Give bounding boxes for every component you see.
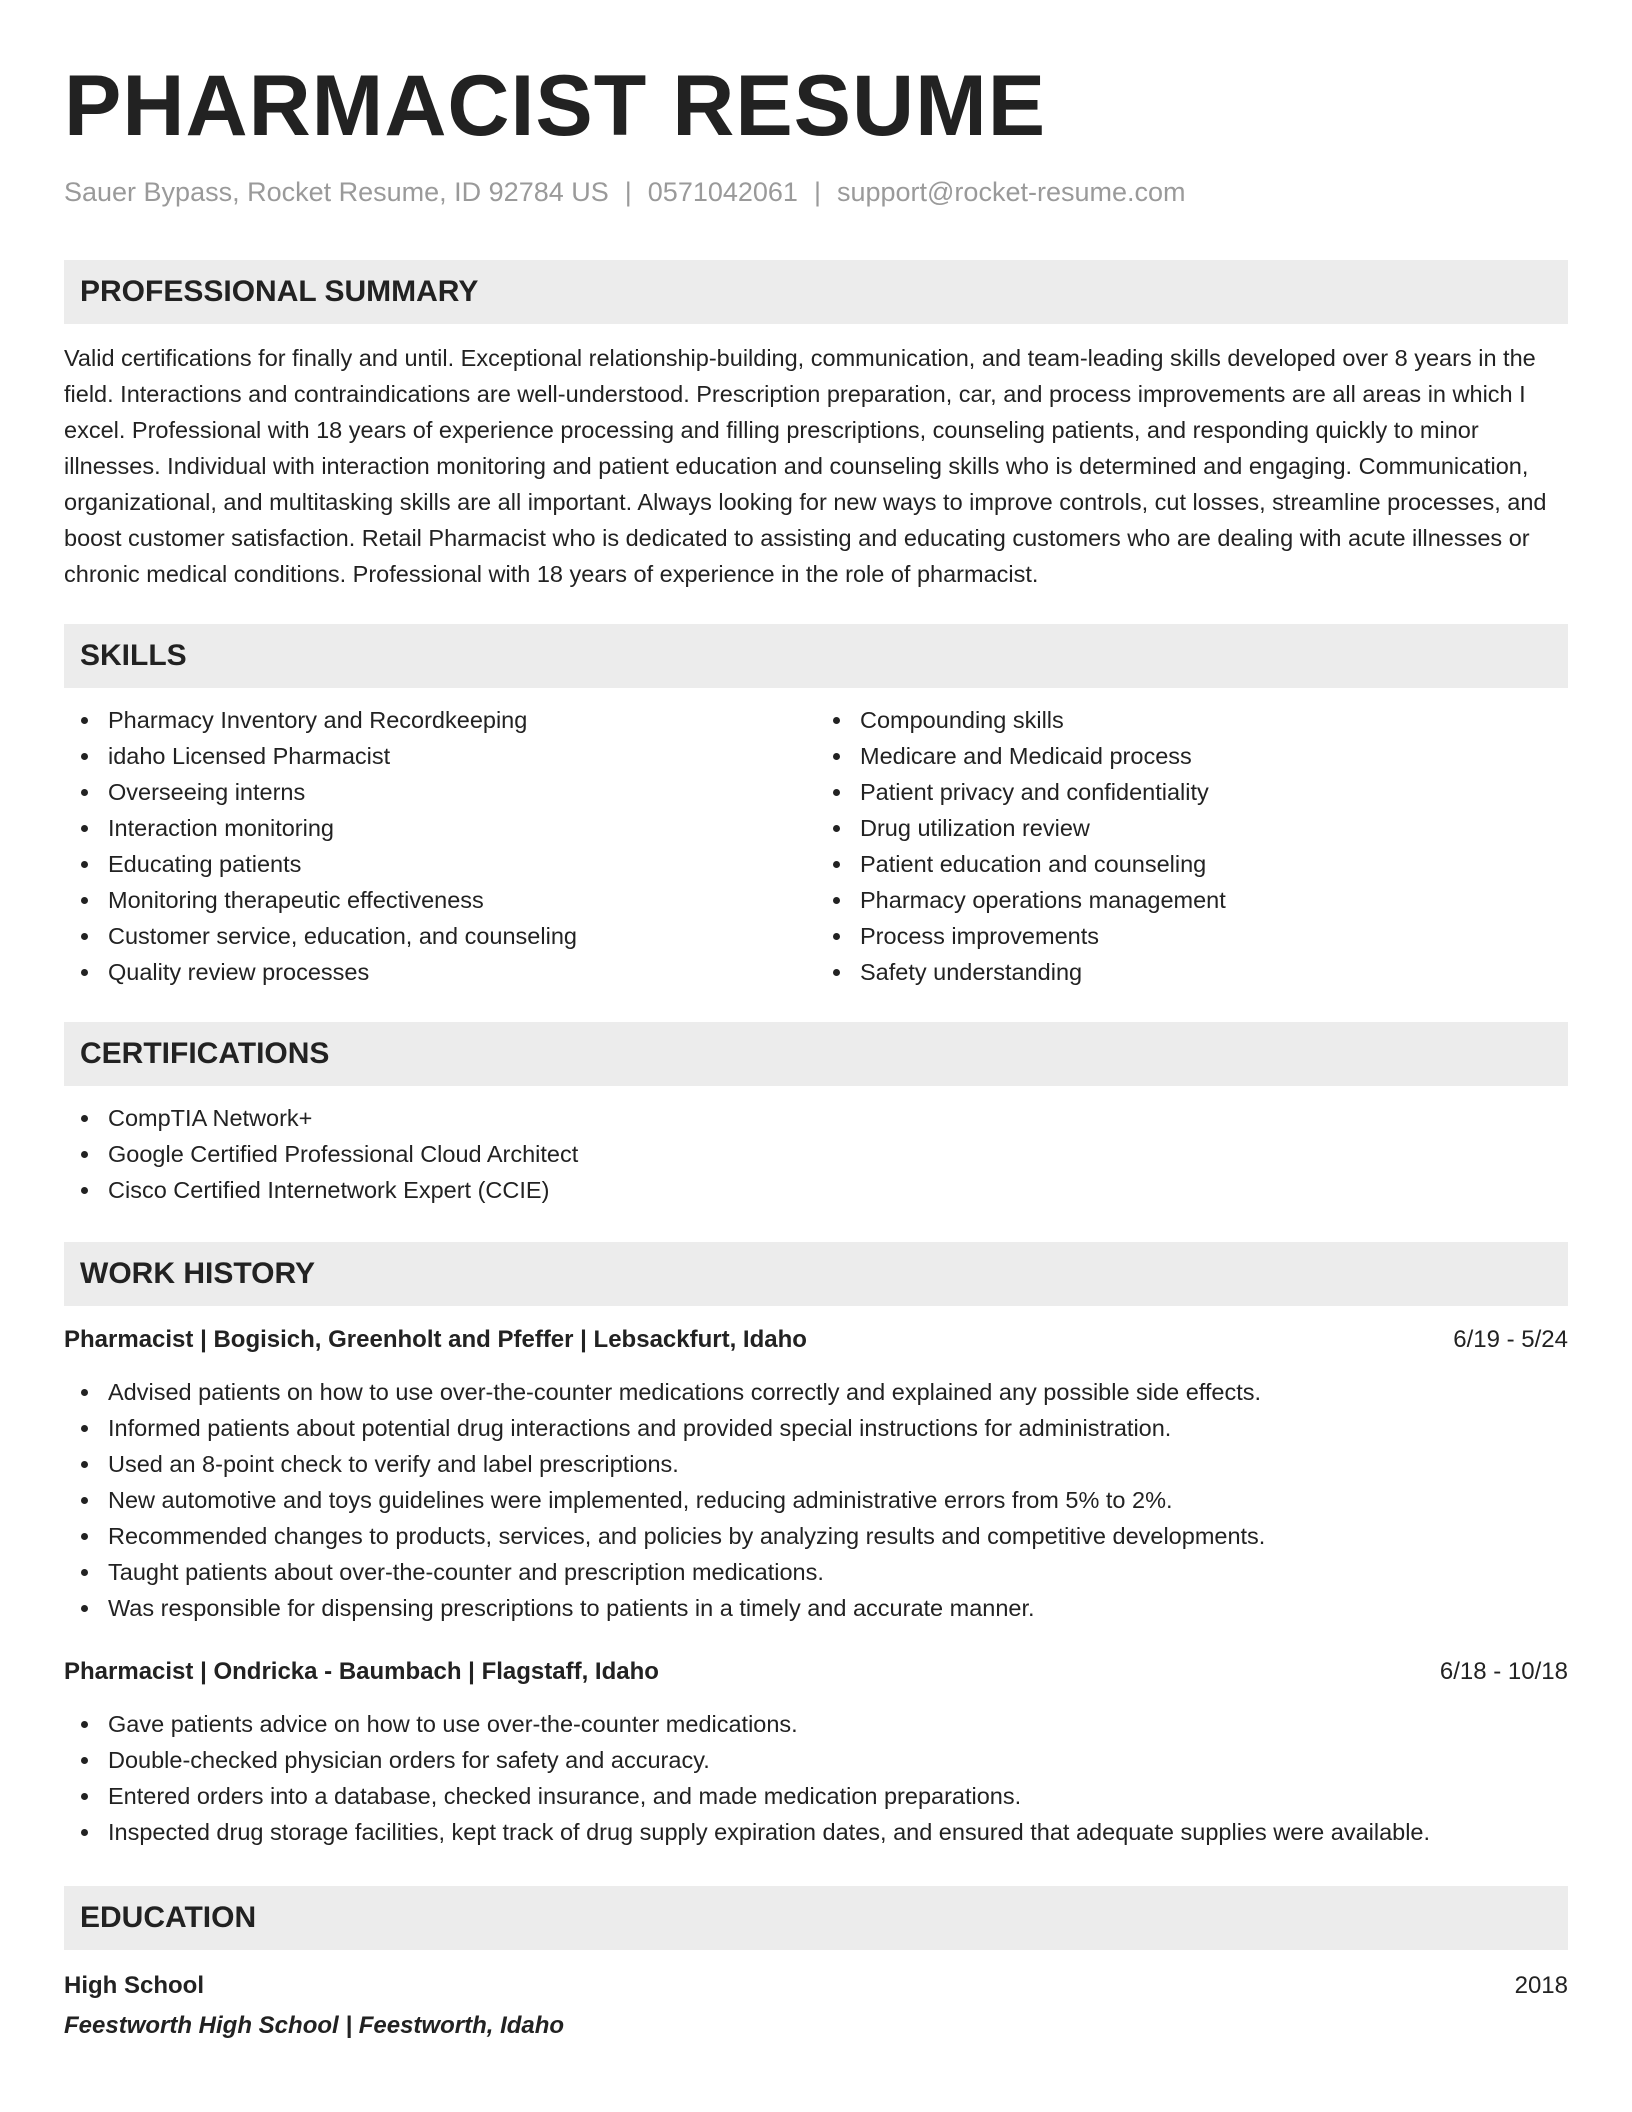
job-dates: 6/18 - 10/18 xyxy=(1439,1658,1568,1685)
job-header xyxy=(64,1322,1568,1358)
education-section xyxy=(64,1886,1568,2044)
skill-item: Patient privacy and confidentiality xyxy=(816,774,1568,810)
contact-address: Sauer Bypass, Rocket Resume, ID 92784 US xyxy=(64,177,609,207)
job-duty: Used an 8-point check to verify and label prescriptions. xyxy=(64,1446,1568,1482)
certification-item: CompTIA Network+ xyxy=(64,1100,1568,1136)
job-duty: New automotive and toys guidelines were implemented, reducing administrative errors from 5% to 2%. xyxy=(64,1482,1568,1518)
job-title: Pharmacist | Ondricka - Baumbach | Flagstaff, Idaho xyxy=(64,1658,659,1685)
skill-item: Quality review processes xyxy=(64,954,816,990)
job-duty: Recommended changes to products, services, and policies by analyzing results and competitive developments. xyxy=(64,1518,1568,1554)
skill-item: Process improvements xyxy=(816,918,1568,954)
job-duty: Informed patients about potential drug interactions and provided special instructions for administration. xyxy=(64,1410,1568,1446)
skills-list-left xyxy=(64,702,816,990)
skills-heading: SKILLS xyxy=(64,624,1568,688)
skill-item: Customer service, education, and counseling xyxy=(64,918,816,954)
job-entry xyxy=(64,1654,1568,1850)
education-school: Feestworth High School | Feestworth, Idaho xyxy=(64,2012,565,2039)
job-duty: Double-checked physician orders for safety and accuracy. xyxy=(64,1742,1568,1778)
skills-list-right xyxy=(816,702,1568,990)
contact-email: support@rocket-resume.com xyxy=(836,177,1186,207)
skill-item: Monitoring therapeutic effectiveness xyxy=(64,882,816,918)
certifications-section xyxy=(64,1022,1568,1208)
summary-text: Valid certifications for finally and until. Exceptional relationship-building, communication, and team-leading skills developed over 8 years in the field. Interactions and contraindications are well-understood. Prescription preparation, car, and process improvements are all areas in which I excel. Professional with 18 years of experience processing and filling prescriptions, counseling patients, and responding quickly to minor illnesses. Individual with interaction monitoring and patient education and counseling skills who is determined and engaging. Communication, organizational, and multitasking skills are all important. Always looking for new ways to improve controls, cut losses, streamline processes, and boost customer satisfaction. Retail Pharmacist who is dedicated to assisting and educating customers who are dealing with acute illnesses or chronic medical conditions. Professional with 18 years of experience in the role of pharmacist. xyxy=(64,345,1547,587)
skill-item: Overseeing interns xyxy=(64,774,816,810)
job-duties-list xyxy=(64,1374,1568,1626)
certifications-heading: CERTIFICATIONS xyxy=(64,1022,1568,1086)
job-duty: Advised patients on how to use over-the-counter medications correctly and explained any possible side effects. xyxy=(64,1374,1568,1410)
skill-item: Medicare and Medicaid process xyxy=(816,738,1568,774)
education-year: 2018 xyxy=(1514,1972,1568,1999)
job-header xyxy=(64,1654,1568,1690)
education-header xyxy=(64,1968,1568,2004)
job-dates: 6/19 - 5/24 xyxy=(1453,1326,1568,1353)
skill-item: Educating patients xyxy=(64,846,816,882)
education-heading: EDUCATION xyxy=(64,1886,1568,1950)
work-history-section xyxy=(64,1242,1568,1850)
contact-line xyxy=(64,174,1568,210)
work-history-heading: WORK HISTORY xyxy=(64,1242,1568,1306)
summary-section xyxy=(64,260,1568,592)
skill-item: Drug utilization review xyxy=(816,810,1568,846)
skill-item: Interaction monitoring xyxy=(64,810,816,846)
skill-item: Pharmacy Inventory and Recordkeeping xyxy=(64,702,816,738)
skill-item: Pharmacy operations management xyxy=(816,882,1568,918)
contact-separator: | xyxy=(624,177,632,207)
job-duty: Taught patients about over-the-counter and prescription medications. xyxy=(64,1554,1568,1590)
certification-item: Cisco Certified Internetwork Expert (CCIE) xyxy=(64,1172,1568,1208)
summary-heading: PROFESSIONAL SUMMARY xyxy=(64,260,1568,324)
skill-item: Safety understanding xyxy=(816,954,1568,990)
skills-grid xyxy=(64,702,1568,990)
certification-item: Google Certified Professional Cloud Architect xyxy=(64,1136,1568,1172)
contact-phone: 0571042061 xyxy=(647,177,798,207)
job-duty: Was responsible for dispensing prescriptions to patients in a timely and accurate manner. xyxy=(64,1590,1568,1626)
skills-section xyxy=(64,624,1568,990)
certifications-list xyxy=(64,1100,1568,1208)
skill-item: Compounding skills xyxy=(816,702,1568,738)
job-entry xyxy=(64,1322,1568,1626)
job-duties-list xyxy=(64,1706,1568,1850)
job-duty: Gave patients advice on how to use over-the-counter medications. xyxy=(64,1706,1568,1742)
education-degree: High School xyxy=(64,1972,204,1999)
job-title: Pharmacist | Bogisich, Greenholt and Pfeffer | Lebsackfurt, Idaho xyxy=(64,1326,807,1353)
skill-item: idaho Licensed Pharmacist xyxy=(64,738,816,774)
resume-title: PHARMACIST RESUME xyxy=(64,58,1047,154)
skill-item: Patient education and counseling xyxy=(816,846,1568,882)
job-duty: Inspected drug storage facilities, kept track of drug supply expiration dates, and ensured that adequate supplies were available. xyxy=(64,1814,1568,1850)
contact-separator: | xyxy=(813,177,821,207)
job-duty: Entered orders into a database, checked insurance, and made medication preparations. xyxy=(64,1778,1568,1814)
